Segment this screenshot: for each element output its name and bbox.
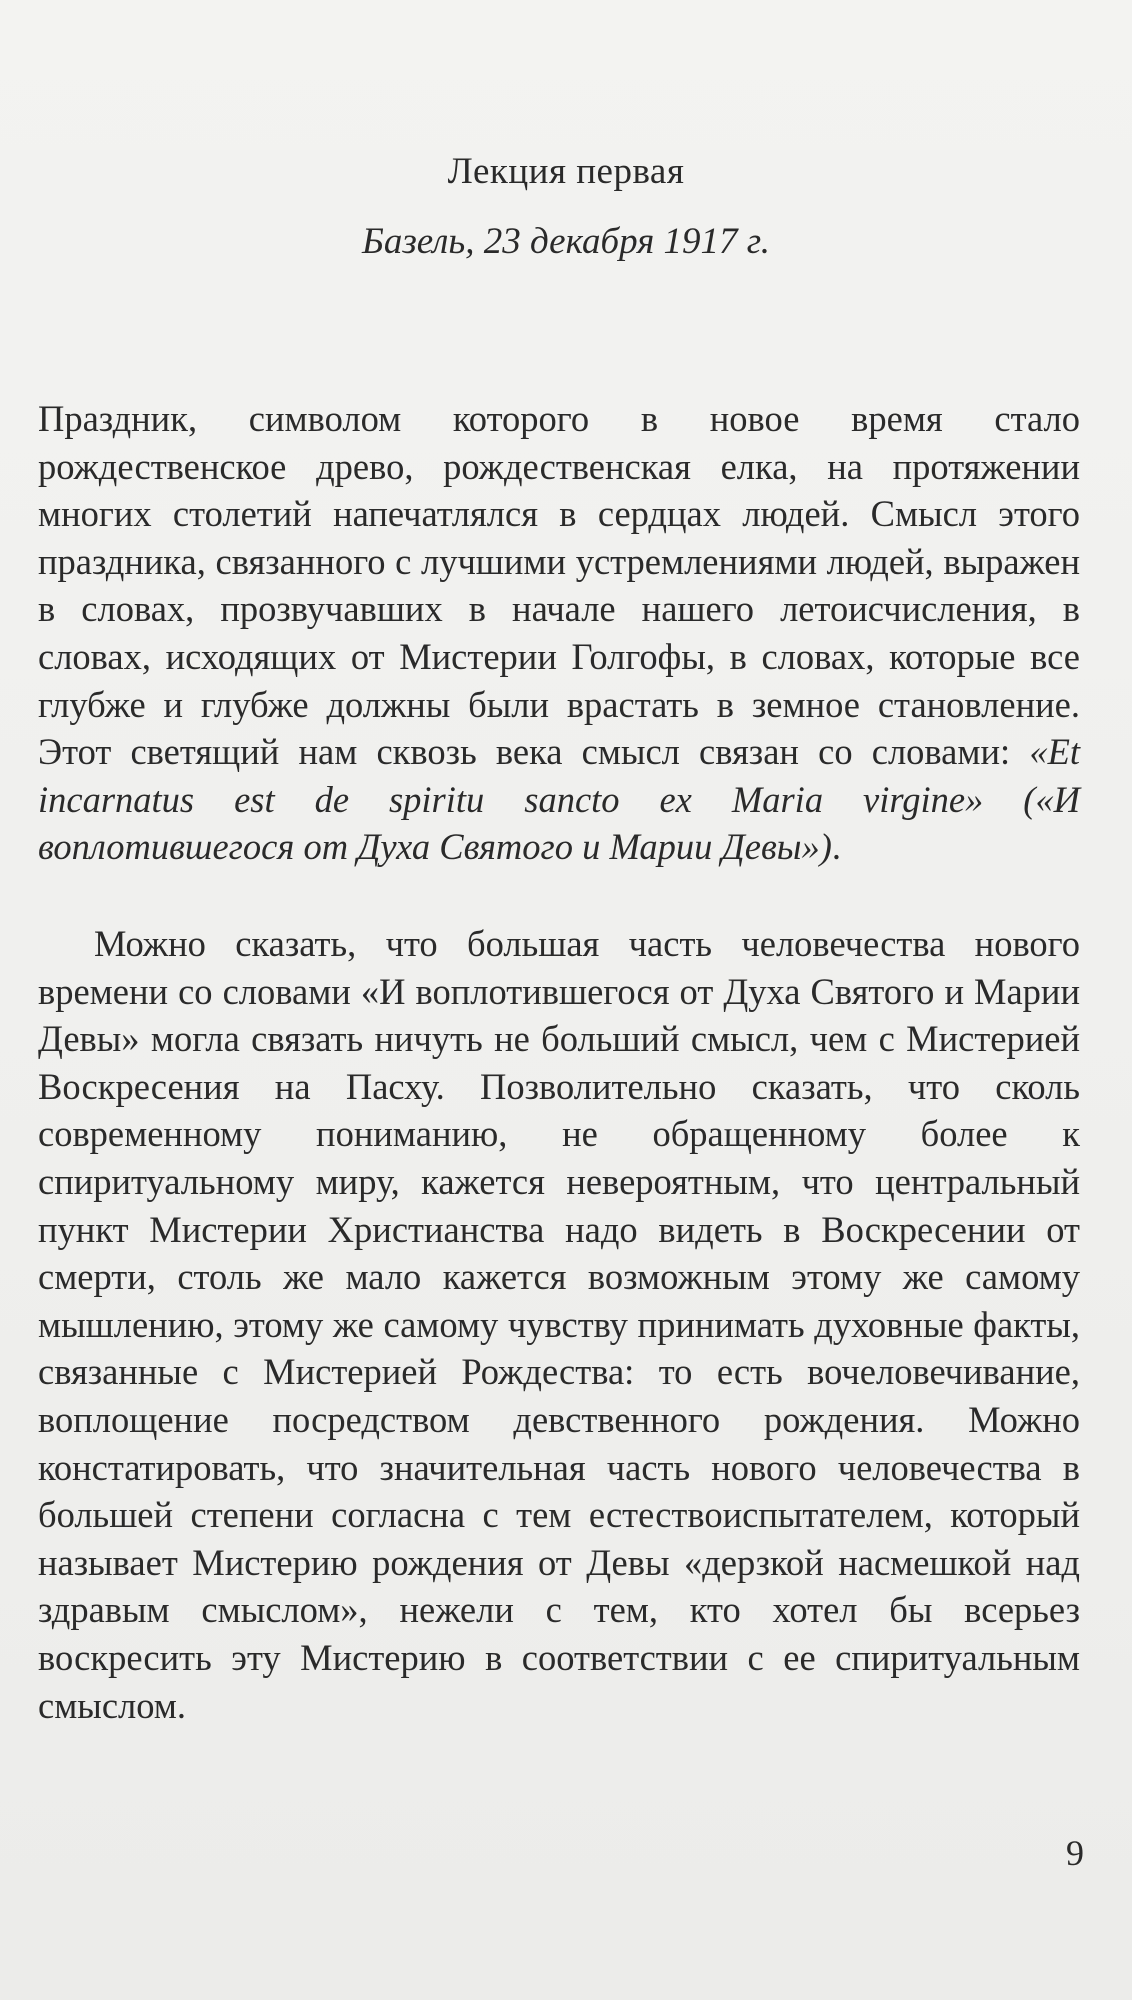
latin-quote: «Et incarnatus est de spiritu sancto ex Maria virgine» xyxy=(38,731,1080,820)
quote-gap xyxy=(983,779,1023,820)
paragraph-2-text: Можно сказать, что большая часть человечества нового времени со словами «И воплотившегося от Духа Святого и Марии Девы» могла связать ничуть не больший смысл, чем с Мистерией Воскресения на Пасху. Позволительно сказать, что сколь современному пониманию, не обращенному более к спиритуальному миру, кажется невероятным, что центральный пункт Мистерии Христианства надо видеть в Воскресении от смерти, столь же мало кажется возможным этому же самому мышлению, этому же самому чувству принимать духовные факты, связанные с Мистерией Рождества: то есть вочеловечивание, воплощение посредством девственного рождения. Можно констатировать, что значительная часть нового человечества в большей степени согласна с тем естествоиспытателем, который называет Мистерию рождения от Девы «дерзкой насмешкой над здравым смыслом», нежели с тем, кто хотел бы всерьез воскресить эту Мистерию в соответствии с ее спиритуальным смыслом. xyxy=(38,923,1080,1726)
paragraph-1 xyxy=(38,395,1080,871)
quote-translation: («И воплотившегося от Духа Святого и Марии Девы») xyxy=(38,778,1081,868)
lecture-place-date: Базель, 23 декабря 1917 г. xyxy=(362,221,770,262)
paragraph-2 xyxy=(38,920,1080,1729)
paragraph-1-lead: Праздник, символом которого в новое время стало рождественское древо, рождественская елка, на протяжении многих столетий напечатлялся в сердцах людей. Смысл этого праздника, связанного с лучшими устремлениями людей, выражен в словах, прозвучавших в начале нашего летоисчисления, в словах, исходящих от Мистерии Голгофы, в словах, которые все глубже и глубже должны были врастать в земное становление. Этот светящий нам сквозь века смысл связан со словами: xyxy=(38,398,1080,773)
page-number: 9 xyxy=(1066,1833,1084,1873)
lecture-title: Лекция первая xyxy=(447,151,685,192)
paragraph-1-text xyxy=(38,395,1080,871)
paragraph-1-tail: . xyxy=(831,826,842,868)
